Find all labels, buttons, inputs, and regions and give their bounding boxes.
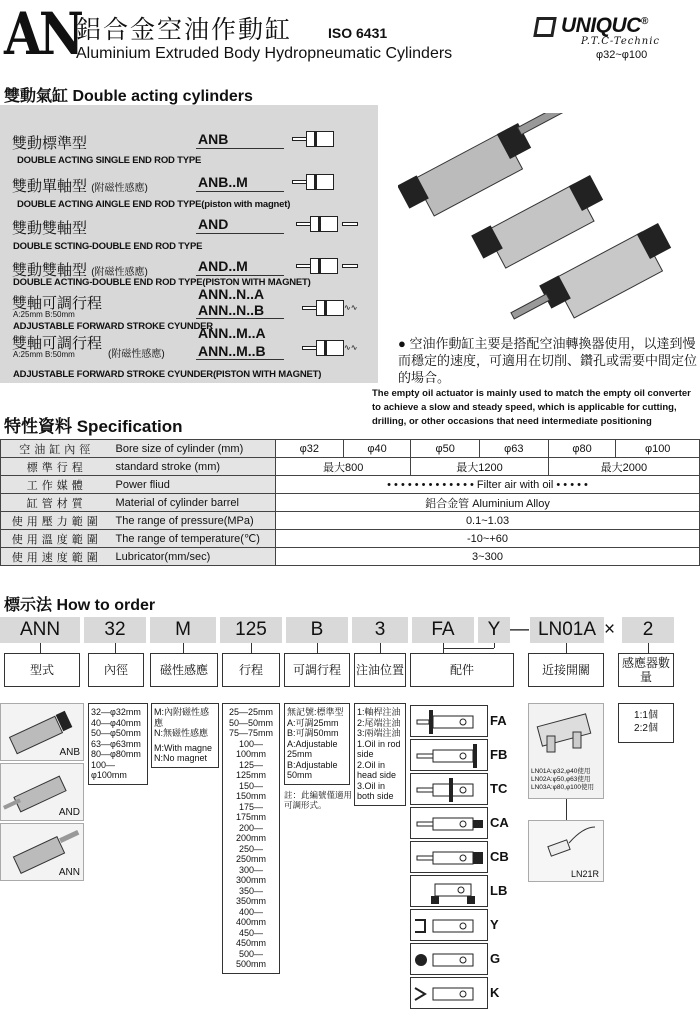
list-item: 350—350mm — [235, 885, 266, 906]
type-desc: DOUBLE ACTING SINGLE END ROD TYPE — [17, 155, 202, 166]
mount-row — [410, 977, 520, 1009]
type-code: AND — [198, 216, 229, 232]
model-label: ANB — [59, 747, 80, 758]
type-code: ANB — [198, 131, 229, 147]
connector-line — [40, 643, 41, 653]
table-cell: 最大1200 — [411, 458, 548, 476]
type-name-text: 雙動雙軸型 — [12, 262, 88, 279]
mount-row — [410, 739, 520, 771]
mount-label: CA — [490, 815, 509, 830]
mount-row — [410, 705, 520, 737]
order-code-adjust: B — [286, 617, 348, 643]
list-item: B:Adjustable 50mm — [287, 759, 338, 780]
list-item: 無記號:標準型 — [287, 707, 344, 717]
connector-line — [566, 643, 567, 653]
switch-photo-2 — [528, 820, 604, 882]
type-name: 雙軸可調行程 — [12, 295, 103, 312]
row-label-cn: 使用速度範圍 — [1, 548, 113, 566]
mount-label: LB — [490, 883, 508, 898]
list-item: 2.Oil in head side — [357, 759, 397, 780]
connector-line — [494, 643, 495, 648]
list-item: 1.Oil in rod side — [357, 738, 401, 759]
list-item: 100—φ100mm — [91, 759, 127, 780]
underline — [196, 233, 284, 234]
list-item: 50—φ50mm — [91, 728, 141, 738]
cylinder-symbol-icon — [296, 258, 358, 274]
title-english: Aluminium Extruded Body Hydropneumatic Cylinders — [76, 45, 453, 62]
cylinder-symbol-icon: ∿∿ — [302, 300, 370, 316]
row-label-cn: 工作媒體 — [1, 476, 113, 494]
header-model: 型式 — [4, 653, 80, 687]
note-english: The empty oil actuator is mainly used to match the empty oil converter to achieve a slow and steady speed, which is applicable for cutting, drilling, or other occasions that need intermediate positioning — [372, 388, 691, 427]
cylinder-symbol-icon — [292, 174, 348, 190]
table-row — [1, 476, 700, 494]
table-cell: • • • • • • • • • • • • • Filter air with oil • • • • • — [276, 476, 700, 494]
list-item: 450—450mm — [235, 927, 266, 948]
logo-mark-icon — [533, 17, 557, 37]
type-code-b: ANN..M..B — [198, 343, 266, 359]
mount-lb-icon — [410, 875, 488, 907]
mount-row — [410, 807, 520, 839]
type-note: (附磁性感應) — [91, 183, 148, 194]
list-item: 32—φ32mm — [91, 707, 141, 717]
order-code-model: ANN — [0, 617, 80, 643]
mount-label: FB — [490, 747, 508, 762]
header-adjust: 可調行程 — [284, 653, 350, 687]
mount-label: CB — [490, 849, 509, 864]
note-chinese-text: 空油作動缸主要是搭配空油轉換器使用，以達到慢而穩定的速度，可適用在切削、鑽孔或需要中間定位的場合。 — [398, 336, 698, 385]
magnet-list — [151, 703, 219, 768]
mount-row — [410, 875, 520, 907]
table-cell: -10~+60 — [276, 530, 700, 548]
iso-standard: ISO 6431 — [328, 25, 388, 41]
mount-g-icon — [410, 943, 488, 975]
row-label-cn: 使用壓力範圍 — [1, 512, 113, 530]
list-item: 100—100mm — [235, 738, 266, 759]
product-photo — [398, 113, 700, 333]
table-cell: 3~300 — [276, 548, 700, 566]
list-item: N:無磁性感應 — [154, 728, 209, 738]
list-item: 2:2個 — [634, 723, 658, 734]
mount-y-icon — [410, 909, 488, 941]
row-label-en: Bore size of cylinder (mm) — [113, 440, 276, 458]
type-sub: A:25mm B:50mm — [13, 350, 75, 359]
row-label-cn: 使用溫度範圍 — [1, 530, 113, 548]
type-code: ANN..N..A — [198, 286, 265, 302]
table-cell: φ100 — [616, 440, 700, 458]
list-item: M:內附磁性感應 — [154, 707, 209, 728]
bullet-icon: ● — [398, 336, 410, 351]
order-code-bore: 32 — [84, 617, 146, 643]
header-stroke: 行程 — [222, 653, 280, 687]
type-name-text: 雙動單軸型 — [12, 178, 88, 195]
table-row — [1, 512, 700, 530]
type-name — [12, 175, 148, 196]
mount-fb-icon — [410, 739, 488, 771]
type-name: 雙動標準型 — [12, 135, 88, 152]
spec-table — [0, 439, 700, 566]
reed-switch-icon — [529, 821, 605, 867]
type-desc: DOUBLE ACTING-DOUBLE END ROD TYPE(PISTON WITH MAGNET) — [13, 277, 311, 288]
table-row — [1, 530, 700, 548]
list-item: 125—125mm — [235, 759, 266, 780]
table-cell: φ63 — [480, 440, 549, 458]
order-code-oil: 3 — [352, 617, 408, 643]
mount-label: Y — [490, 917, 499, 932]
type-desc: DOUBLE ACTING AINGLE END ROD TYPE(piston with magnet) — [17, 199, 291, 210]
type-note: (附磁性感應) — [108, 349, 165, 360]
connector-line — [443, 648, 494, 649]
cylinder-symbol-icon — [292, 131, 348, 147]
type-desc: ADJUSTABLE FORWARD STROKE CYUNDER — [13, 321, 213, 332]
order-code-switch: LN01A — [530, 617, 604, 643]
underline — [196, 275, 284, 276]
type-note: (附磁性感應) — [91, 267, 148, 278]
order-code-qty: 2 — [622, 617, 674, 643]
brand-name: UNIQUC — [561, 14, 641, 37]
row-label-cn: 空油缸內徑 — [1, 440, 113, 458]
mount-label: FA — [490, 713, 507, 728]
list-item: LN02A:φ50,φ63使用 — [531, 776, 591, 783]
row-label-en: Material of cylinder barrel — [113, 494, 276, 512]
list-item: B:可調50mm — [287, 728, 339, 738]
row-label-en: Lubricator(mm/sec) — [113, 548, 276, 566]
list-item: 1:軸桿注油 — [357, 707, 401, 717]
mount-tc-icon — [410, 773, 488, 805]
title-chinese: 鋁合金空油作動缸 — [76, 15, 293, 44]
mount-label: TC — [490, 781, 508, 796]
table-row — [1, 440, 700, 458]
table-cell: 0.1~1.03 — [276, 512, 700, 530]
type-desc: DOUBLE SCTING-DOUBLE END ROD TYPE — [13, 241, 203, 252]
qty-list — [618, 703, 674, 743]
brand-sub: P.T.C-Technic — [581, 36, 661, 47]
list-item: 200—200mm — [235, 822, 266, 843]
order-code-stroke: 125 — [220, 617, 282, 643]
list-item: 3:兩端注油 — [357, 728, 401, 738]
type-desc: ADJUSTABLE FORWARD STROKE CYUNDER(PISTON WITH MAGNET) — [13, 369, 322, 380]
model-label: AND — [58, 807, 80, 818]
type-code: ANN..M..A — [198, 325, 266, 341]
list-item: 25—25mm — [228, 707, 273, 717]
row-label-en: The range of temperature(℃) — [113, 530, 276, 548]
list-item: 63—φ63mm — [91, 738, 141, 749]
underline — [196, 359, 284, 360]
header-switch: 近接開關 — [528, 653, 604, 687]
series-code: AN — [4, 0, 81, 68]
mount-row — [410, 943, 520, 975]
list-item: 150—150mm — [235, 780, 266, 801]
header-oil: 注油位置 — [354, 653, 406, 687]
model-photo — [0, 823, 84, 881]
bore-list — [88, 703, 148, 785]
list-item: 1:1個 — [634, 710, 658, 721]
mount-row — [410, 773, 520, 805]
list-item: LN03A:φ80,φ100使用 — [531, 784, 594, 791]
underline — [196, 148, 284, 149]
header-qty: 感應器數量 — [618, 653, 674, 687]
switch-models — [531, 768, 594, 792]
list-item: 500—500mm — [235, 948, 266, 969]
type-code: AND..M — [198, 258, 248, 274]
order-times: × — [604, 619, 616, 640]
list-item: 250—250mm — [235, 843, 266, 864]
connector-line — [317, 643, 318, 653]
connector-line — [566, 799, 567, 820]
connector-line — [115, 643, 116, 653]
header-accessory: 配件 — [410, 653, 514, 687]
switch-bracket-icon — [529, 704, 605, 764]
list-item: 300—300mm — [235, 864, 266, 885]
list-item: A:Adjustable 25mm — [287, 738, 338, 759]
row-label-cn: 標準行程 — [1, 458, 113, 476]
connector-line — [648, 643, 649, 653]
list-item: 3.Oil in both side — [357, 780, 394, 801]
connector-line — [251, 643, 252, 653]
table-cell: φ80 — [548, 440, 616, 458]
mount-fa-icon — [410, 705, 488, 737]
row-label-en: Power fliud — [113, 476, 276, 494]
model-label: ANN — [58, 867, 80, 878]
list-item: A:可調25mm — [287, 717, 339, 728]
row-label-en: standard stroke (mm) — [113, 458, 276, 476]
list-item: N:No magnet — [154, 753, 208, 763]
mount-cb-icon — [410, 841, 488, 873]
table-cell: φ40 — [343, 440, 411, 458]
table-row — [1, 458, 700, 476]
switch-photo — [528, 703, 604, 799]
underline — [196, 191, 284, 192]
adjust-list — [284, 703, 350, 785]
stroke-list — [222, 703, 280, 974]
order-code-magnet: M — [150, 617, 216, 643]
list-item: 2:尾端注油 — [357, 717, 401, 728]
connector-line — [380, 643, 381, 653]
table-cell: 最大800 — [276, 458, 411, 476]
brand-reg: ® — [640, 16, 648, 27]
note-chinese — [398, 335, 698, 386]
mount-k-icon — [410, 977, 488, 1009]
table-cell: φ50 — [411, 440, 480, 458]
table-row — [1, 494, 700, 512]
order-code-accessory: Y — [478, 617, 510, 643]
underline — [196, 318, 284, 319]
table-row — [1, 548, 700, 566]
model-photo — [0, 703, 84, 761]
list-item: 40—φ40mm — [91, 717, 141, 728]
section-title-how-to-order: 標示法 How to order — [4, 597, 156, 614]
header-bore: 內徑 — [88, 653, 144, 687]
list-item: 50—50mm — [228, 717, 273, 728]
type-name: 雙動雙軸型 — [12, 220, 88, 237]
table-cell: 鋁合金管 Aluminium Alloy — [276, 494, 700, 512]
list-item: 400—400mm — [235, 906, 266, 927]
row-label-en: The range of pressure(MPa) — [113, 512, 276, 530]
mount-row — [410, 909, 520, 941]
list-item: LN01A:φ32,φ40使用 — [531, 768, 591, 775]
type-sub: A:25mm B:50mm — [13, 310, 75, 319]
oil-list — [354, 703, 406, 806]
cylinder-symbol-icon: ∿∿ — [302, 340, 370, 356]
cylinder-symbol-icon — [296, 216, 358, 232]
table-cell: 最大2000 — [548, 458, 699, 476]
list-item: 175—175mm — [235, 801, 266, 822]
list-item: 75—75mm — [228, 728, 273, 738]
connector-line — [183, 643, 184, 653]
mount-ca-icon — [410, 807, 488, 839]
list-item: 80—φ80mm — [91, 749, 141, 759]
mount-label: K — [490, 985, 500, 1000]
type-code: ANB..M — [198, 174, 248, 190]
cylinder-photo-2-icon — [471, 175, 603, 268]
mount-row — [410, 841, 520, 873]
bore-range: φ32~φ100 — [596, 49, 648, 61]
list-item: M:With magne — [154, 742, 213, 753]
order-dash: — — [510, 619, 529, 640]
type-code-b: ANN..N..B — [198, 302, 265, 318]
section-title-double-acting: 雙動氣缸 Double acting cylinders — [4, 88, 253, 105]
adjust-note: 註：此編號僅適用可調形式。 — [284, 790, 353, 810]
section-title-specification: 特性資料 Specification — [4, 417, 183, 436]
mount-label: G — [490, 951, 501, 966]
header-magnet: 磁性感應 — [150, 653, 218, 687]
row-label-cn: 缸管材質 — [1, 494, 113, 512]
model-photo — [0, 763, 84, 821]
order-code-mount: FA — [412, 617, 474, 643]
table-cell: φ32 — [276, 440, 344, 458]
type-name: 雙軸可調行程 — [12, 335, 103, 352]
switch-label: LN21R — [570, 869, 599, 879]
